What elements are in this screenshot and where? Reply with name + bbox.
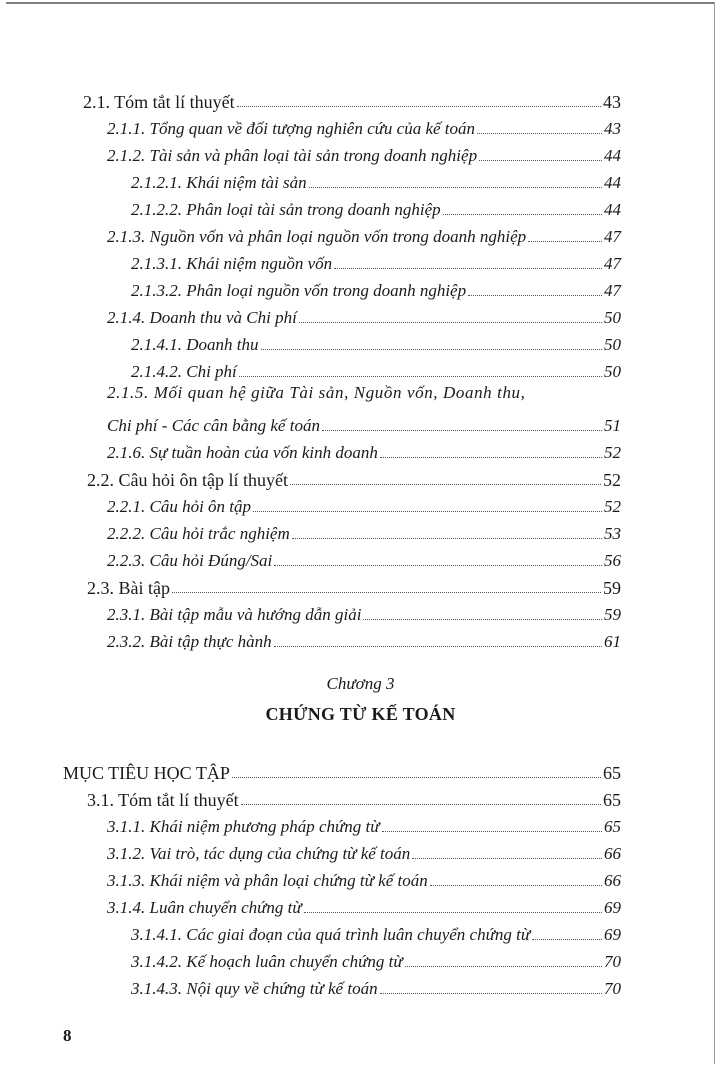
toc-entry[interactable]: 3.1.4.1. Các giai đoạn của quá trình luân chuyển chứng từ 69: [131, 925, 621, 944]
toc-entry[interactable]: 3.1.4.2. Kế hoạch luân chuyển chứng từ 70: [131, 952, 621, 971]
toc-entry[interactable]: 3.1.4. Luân chuyển chứng từ 69: [107, 898, 621, 917]
toc-entry[interactable]: MỤC TIÊU HỌC TẬP 65: [63, 763, 621, 783]
toc-entry[interactable]: 3.1.4.3. Nội quy về chứng từ kế toán 70: [131, 979, 621, 998]
toc-entry[interactable]: 3.1.1. Khái niệm phương pháp chứng từ 65: [107, 817, 621, 836]
toc-entry[interactable]: 2.1.3.1. Khái niệm nguồn vốn 47: [131, 254, 621, 273]
toc-entry[interactable]: 2.1.2. Tài sản và phân loại tài sản trong doanh nghiệp 44: [107, 146, 621, 165]
toc-entry[interactable]: 2.2.3. Câu hỏi Đúng/Sai 56: [107, 551, 621, 570]
toc-entry[interactable]: 2.1.4. Doanh thu và Chi phí 50: [107, 308, 621, 327]
toc-entry[interactable]: 3.1.2. Vai trò, tác dụng của chứng từ kế toán 66: [107, 844, 621, 863]
toc-entry[interactable]: 2.3.1. Bài tập mẫu và hướng dẫn giải 59: [107, 605, 621, 624]
toc-entry[interactable]: 2.1.6. Sự tuần hoàn của vốn kinh doanh 52: [107, 443, 621, 462]
page-edge-right: [714, 2, 715, 1064]
toc-entry[interactable]: 2.1.1. Tổng quan về đối tượng nghiên cứu của kế toán 43: [107, 119, 621, 138]
chapter-title: CHỨNG TỪ KẾ TOÁN: [265, 704, 456, 724]
page-edge-top: [6, 2, 715, 4]
toc-entry[interactable]: 2.1.2.2. Phân loại tài sản trong doanh nghiệp 44: [131, 200, 621, 219]
toc-entry[interactable]: 2.2.2. Câu hỏi trắc nghiệm 53: [107, 524, 621, 543]
toc-entry[interactable]: 2.1.4.1. Doanh thu 50: [131, 335, 621, 354]
toc-entry[interactable]: 2.1.4.2. Chi phí 50: [131, 362, 621, 381]
toc-entry[interactable]: 2.1.3.2. Phân loại nguồn vốn trong doanh nghiệp 47: [131, 281, 621, 300]
toc-entry[interactable]: Chi phí - Các cân bằng kế toán 51: [107, 416, 621, 435]
toc-entry-wrapped-first-line[interactable]: 2.1.5. Mối quan hệ giữa Tài sản, Nguồn vốn, Doanh thu,: [107, 383, 526, 402]
toc-entry[interactable]: 2.3.2. Bài tập thực hành 61: [107, 632, 621, 651]
toc-entry[interactable]: 3.1.3. Khái niệm và phân loại chứng từ kế toán 66: [107, 871, 621, 890]
toc-entry[interactable]: 3.1. Tóm tắt lí thuyết 65: [87, 790, 621, 810]
toc-entry[interactable]: 2.1. Tóm tắt lí thuyết 43: [83, 92, 621, 112]
chapter-label: Chương 3: [326, 674, 395, 693]
toc-entry[interactable]: 2.1.2.1. Khái niệm tài sản 44: [131, 173, 621, 192]
toc-entry[interactable]: 2.3. Bài tập 59: [87, 578, 621, 598]
page-number: 8: [63, 1026, 72, 1045]
toc-entry[interactable]: 2.2. Câu hỏi ôn tập lí thuyết 52: [87, 470, 621, 490]
toc-entry[interactable]: 2.2.1. Câu hỏi ôn tập 52: [107, 497, 621, 516]
toc-entry[interactable]: 2.1.3. Nguồn vốn và phân loại nguồn vốn trong doanh nghiệp 47: [107, 227, 621, 246]
